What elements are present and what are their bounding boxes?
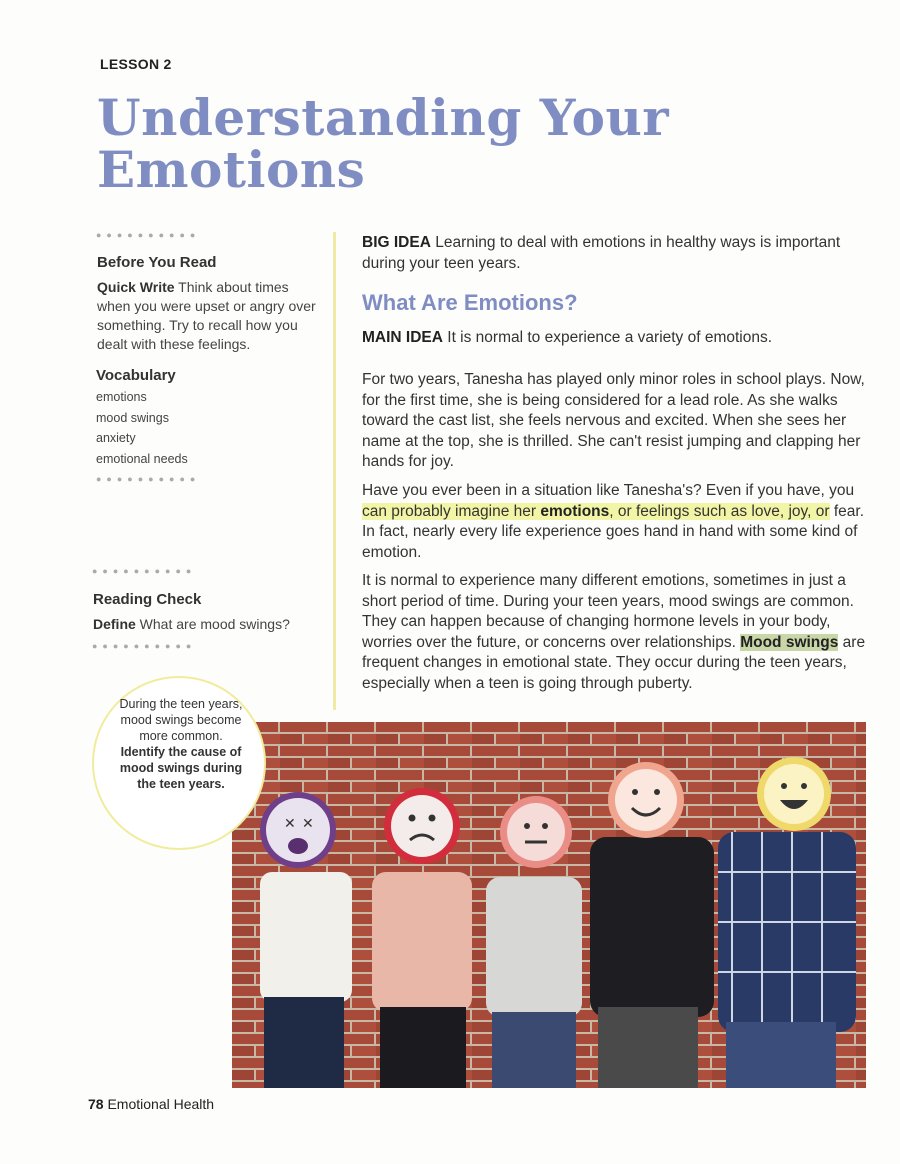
column-rule bbox=[333, 232, 336, 710]
reading-check-define bbox=[93, 615, 290, 634]
page-number: 78 bbox=[88, 1096, 104, 1112]
vocabulary-heading: Vocabulary bbox=[96, 367, 176, 384]
vocab-item: emotions bbox=[96, 390, 147, 404]
big-idea bbox=[362, 233, 867, 274]
callout-text: During the teen years, mood swings become more common. bbox=[119, 697, 243, 743]
dot-divider: ●●●●●●●●●● bbox=[96, 230, 201, 240]
vocab-term-mood-swings: Mood swings bbox=[740, 633, 839, 651]
vocabulary-list bbox=[96, 387, 188, 469]
photo-caption-callout bbox=[92, 676, 266, 850]
paragraph-3: It is normal to experience many different emotions, sometimes in just a short period of time. During your teen years, mood swings are common. They can happen because of changing hormone levels in your body, worries over the future, or concerns over relationships. Mood swings are frequent changes in emotional state. They occur during the teen years, especially when a teen is going through puberty. bbox=[362, 572, 866, 692]
paragraph-2: Have you ever been in a situation like Tanesha's? Even if you have, you can probably imagine her emotions, or feelings such as love, joy, or fear. In fact, nearly every life experience goes hand in hand with some kind of emotion. bbox=[362, 482, 864, 561]
dot-divider: ●●●●●●●●●● bbox=[92, 641, 197, 651]
big-idea-label: BIG IDEA bbox=[362, 234, 431, 251]
teens-with-emoji-masks-photo bbox=[232, 722, 866, 1088]
lesson-label: LESSON 2 bbox=[100, 56, 172, 72]
paragraph-1: For two years, Tanesha has played only minor roles in school plays. Now, for the first time, she is being considered for a lead role. As she walks toward the cast list, she feels nervous and excited. When she sees her name at the top, she is thrilled. She can't resist jumping and clapping her hands for joy. bbox=[362, 371, 865, 470]
define-label: Define bbox=[93, 616, 136, 632]
highlighted-text: can probably imagine her bbox=[362, 502, 541, 520]
big-idea-text: Learning to deal with emotions in healthy ways is important during your teen years. bbox=[362, 234, 841, 272]
main-idea-label: MAIN IDEA bbox=[362, 329, 443, 346]
vocab-item: mood swings bbox=[96, 410, 169, 425]
quick-write bbox=[97, 278, 317, 354]
quick-write-label: Quick Write bbox=[97, 279, 175, 295]
title-line-2: Emotions bbox=[97, 140, 366, 199]
page-footer bbox=[88, 1096, 214, 1112]
main-idea bbox=[362, 328, 867, 349]
callout-prompt: Identify the cause of mood swings during the teen years. bbox=[119, 745, 243, 791]
svg-text:✕: ✕ bbox=[284, 815, 296, 831]
vocab-item: anxiety bbox=[96, 431, 136, 445]
page-title bbox=[97, 88, 737, 199]
highlighted-text: , or feelings such as love, joy, or bbox=[609, 502, 830, 520]
quick-write-text: Think about times when you were upset or angry over something. Try to recall how you dealt with these feelings. bbox=[97, 279, 316, 352]
main-idea-text: It is normal to experience a variety of emotions. bbox=[442, 329, 773, 346]
before-you-read-heading: Before You Read bbox=[97, 254, 217, 271]
vocab-item: emotional needs bbox=[96, 451, 188, 466]
section-heading: What Are Emotions? bbox=[362, 290, 578, 315]
dot-divider: ●●●●●●●●●● bbox=[96, 474, 201, 484]
title-line-1: Understanding Your bbox=[97, 88, 670, 147]
dot-divider: ●●●●●●●●●● bbox=[92, 566, 197, 576]
footer-section: Emotional Health bbox=[107, 1096, 215, 1112]
vocab-term-emotions: emotions bbox=[540, 502, 610, 520]
define-text: What are mood swings? bbox=[135, 616, 290, 632]
svg-text:✕: ✕ bbox=[302, 815, 314, 831]
reading-check-heading: Reading Check bbox=[93, 591, 202, 608]
